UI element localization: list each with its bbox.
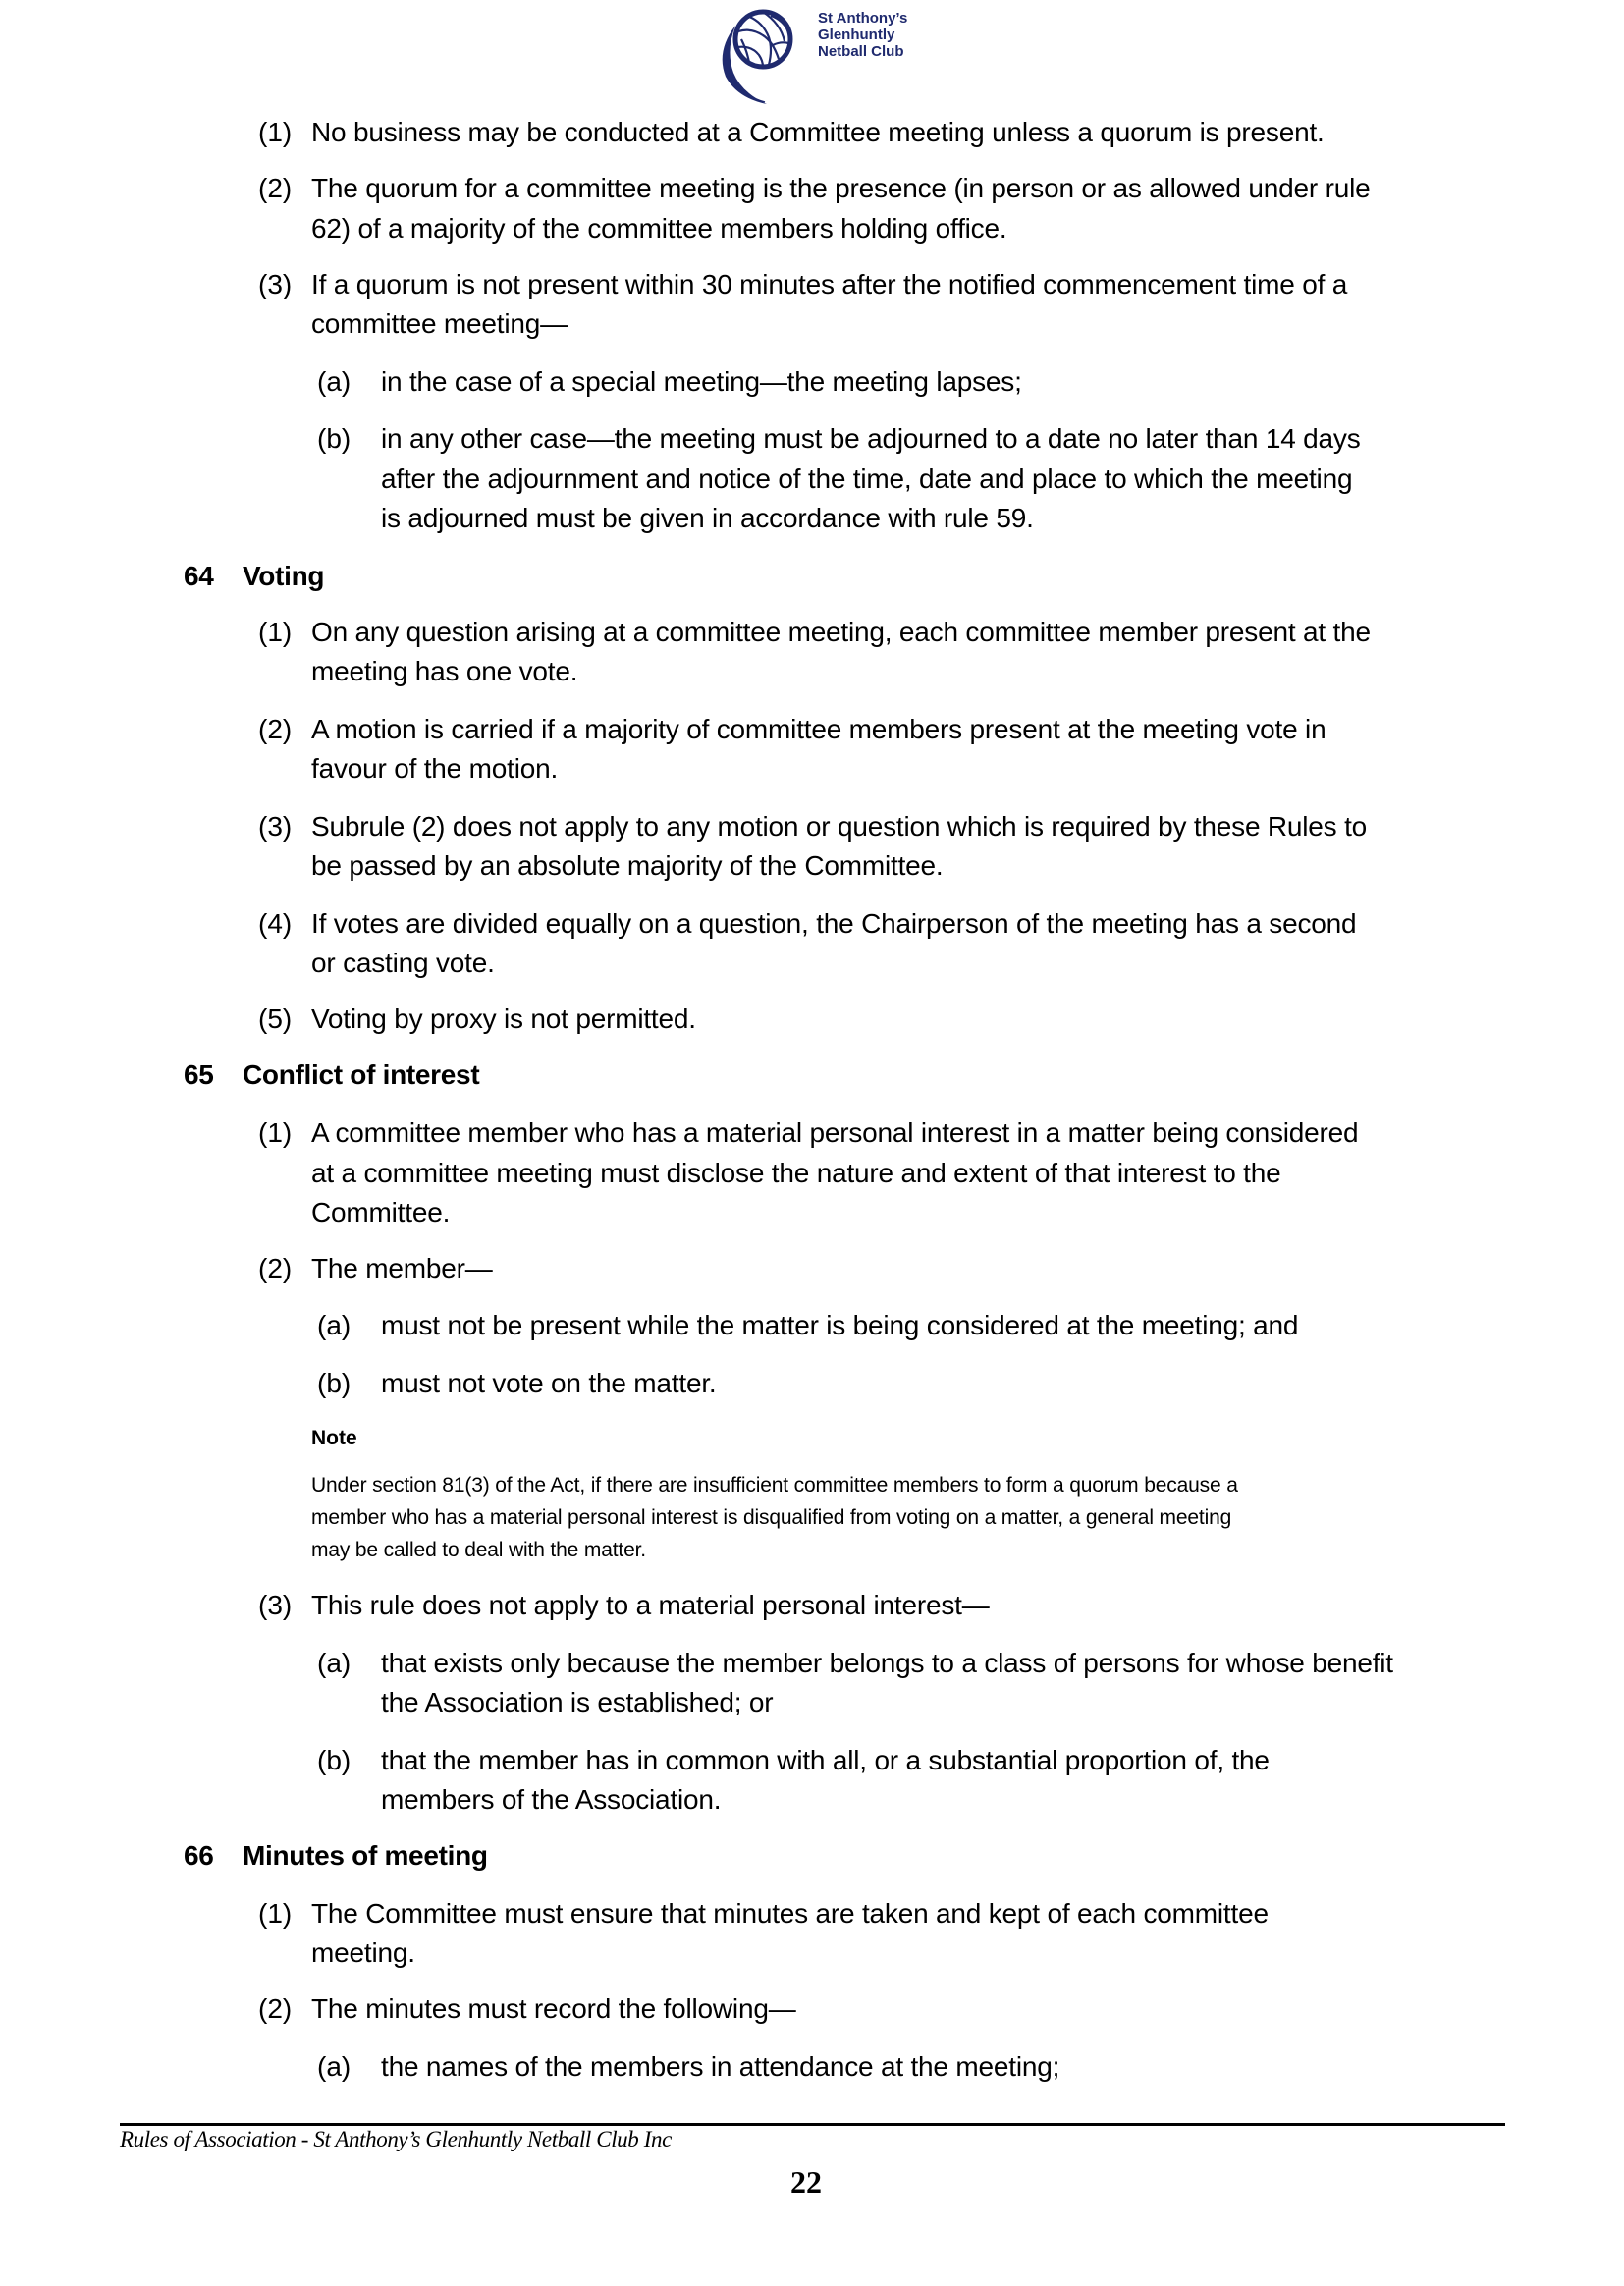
subrule-number: (2) bbox=[258, 714, 293, 744]
paragraph-letter: (a) bbox=[317, 366, 352, 397]
subrule-text: or casting vote. bbox=[311, 948, 495, 978]
subrule-text: The Committee must ensure that minutes are taken and kept of each committee bbox=[311, 1898, 1269, 1929]
subrule-text: A committee member who has a material personal interest in a matter being considered bbox=[311, 1117, 1359, 1148]
subrule-number: (1) bbox=[258, 1898, 293, 1929]
netball-icon bbox=[712, 2, 820, 106]
subrule-number: (1) bbox=[258, 1117, 293, 1148]
subrule-text: Subrule (2) does not apply to any motion or question which is required by these Rules to bbox=[311, 811, 1368, 842]
subrule-text: A motion is carried if a majority of committee members present at the meeting vote in bbox=[311, 714, 1326, 744]
subrule-text: The member— bbox=[311, 1253, 493, 1283]
subrule-text: Voting by proxy is not permitted. bbox=[311, 1004, 696, 1034]
subrule-text: Committee. bbox=[311, 1197, 451, 1227]
page-number: 22 bbox=[790, 2164, 822, 2200]
subrule-text: On any question arising at a committee meeting, each committee member present at the bbox=[311, 617, 1371, 647]
subrule-text: meeting. bbox=[311, 1937, 415, 1968]
subrule-text: The minutes must record the following— bbox=[311, 1993, 796, 2024]
subrule-text: If votes are divided equally on a question, the Chairperson of the meeting has a second bbox=[311, 908, 1357, 939]
paragraph-letter: (a) bbox=[317, 1648, 352, 1678]
subrule-text: at a committee meeting must disclose the nature and extent of that interest to the bbox=[311, 1158, 1281, 1188]
rule-number: 65 bbox=[184, 1060, 214, 1090]
rule-number: 66 bbox=[184, 1840, 214, 1871]
paragraph-letter: (b) bbox=[317, 1745, 352, 1775]
subrule-text: No business may be conducted at a Committee meeting unless a quorum is present. bbox=[311, 117, 1325, 147]
club-name-line-1: St Anthony’s bbox=[818, 10, 908, 27]
paragraph-text: must not vote on the matter. bbox=[381, 1368, 717, 1398]
club-logo bbox=[712, 2, 947, 106]
paragraph-letter: (b) bbox=[317, 1368, 352, 1398]
subrule-text: This rule does not apply to a material personal interest— bbox=[311, 1590, 990, 1620]
note-text: may be called to deal with the matter. bbox=[311, 1539, 646, 1561]
subrule-number: (1) bbox=[258, 117, 293, 147]
subrule-text: be passed by an absolute majority of the Committee. bbox=[311, 850, 944, 881]
paragraph-text: in any other case—the meeting must be adjourned to a date no later than 14 days bbox=[381, 423, 1361, 454]
rule-title: Voting bbox=[243, 561, 325, 591]
subrule-text: favour of the motion. bbox=[311, 753, 559, 784]
note-heading: Note bbox=[311, 1427, 357, 1449]
rule-title: Minutes of meeting bbox=[243, 1840, 488, 1871]
note-text: member who has a material personal interest is disqualified from voting on a matter, a general meeting bbox=[311, 1506, 1232, 1529]
paragraph-text: that exists only because the member belongs to a class of persons for whose benefit bbox=[381, 1648, 1393, 1678]
paragraph-letter: (a) bbox=[317, 1310, 352, 1340]
club-name-line-3: Netball Club bbox=[818, 43, 904, 60]
subrule-number: (1) bbox=[258, 617, 293, 647]
subrule-number: (2) bbox=[258, 173, 293, 203]
subrule-text: committee meeting— bbox=[311, 308, 568, 339]
subrule-number: (3) bbox=[258, 1590, 293, 1620]
footer-document-title: Rules of Association - St Anthony’s Glenhuntly Netball Club Inc bbox=[120, 2127, 672, 2151]
club-name bbox=[818, 10, 907, 60]
paragraph-text: after the adjournment and notice of the time, date and place to which the meeting bbox=[381, 463, 1353, 494]
subrule-number: (5) bbox=[258, 1004, 293, 1034]
subrule-number: (3) bbox=[258, 811, 293, 842]
rule-title: Conflict of interest bbox=[243, 1060, 480, 1090]
paragraph-text: that the member has in common with all, or a substantial proportion of, the bbox=[381, 1745, 1270, 1775]
subrule-number: (4) bbox=[258, 908, 293, 939]
rule-number: 64 bbox=[184, 561, 214, 591]
subrule-number: (3) bbox=[258, 269, 293, 299]
paragraph-letter: (b) bbox=[317, 423, 352, 454]
club-name-line-2: Glenhuntly bbox=[818, 27, 895, 43]
subrule-number: (2) bbox=[258, 1253, 293, 1283]
subrule-text: The quorum for a committee meeting is the presence (in person or as allowed under rule bbox=[311, 173, 1371, 203]
paragraph-text: the Association is established; or bbox=[381, 1687, 774, 1717]
subrule-text: 62) of a majority of the committee members holding office. bbox=[311, 213, 1007, 244]
footer-divider bbox=[120, 2123, 1505, 2126]
paragraph-text: in the case of a special meeting—the meeting lapses; bbox=[381, 366, 1022, 397]
paragraph-letter: (a) bbox=[317, 2051, 352, 2082]
paragraph-text: members of the Association. bbox=[381, 1784, 722, 1815]
subrule-text: meeting has one vote. bbox=[311, 656, 578, 686]
paragraph-text: the names of the members in attendance at the meeting; bbox=[381, 2051, 1060, 2082]
note-text: Under section 81(3) of the Act, if there are insufficient committee members to form a quorum because a bbox=[311, 1474, 1238, 1497]
subrule-text: If a quorum is not present within 30 minutes after the notified commencement time of a bbox=[311, 269, 1348, 299]
subrule-number: (2) bbox=[258, 1993, 293, 2024]
paragraph-text: is adjourned must be given in accordance with rule 59. bbox=[381, 503, 1034, 533]
paragraph-text: must not be present while the matter is being considered at the meeting; and bbox=[381, 1310, 1299, 1340]
